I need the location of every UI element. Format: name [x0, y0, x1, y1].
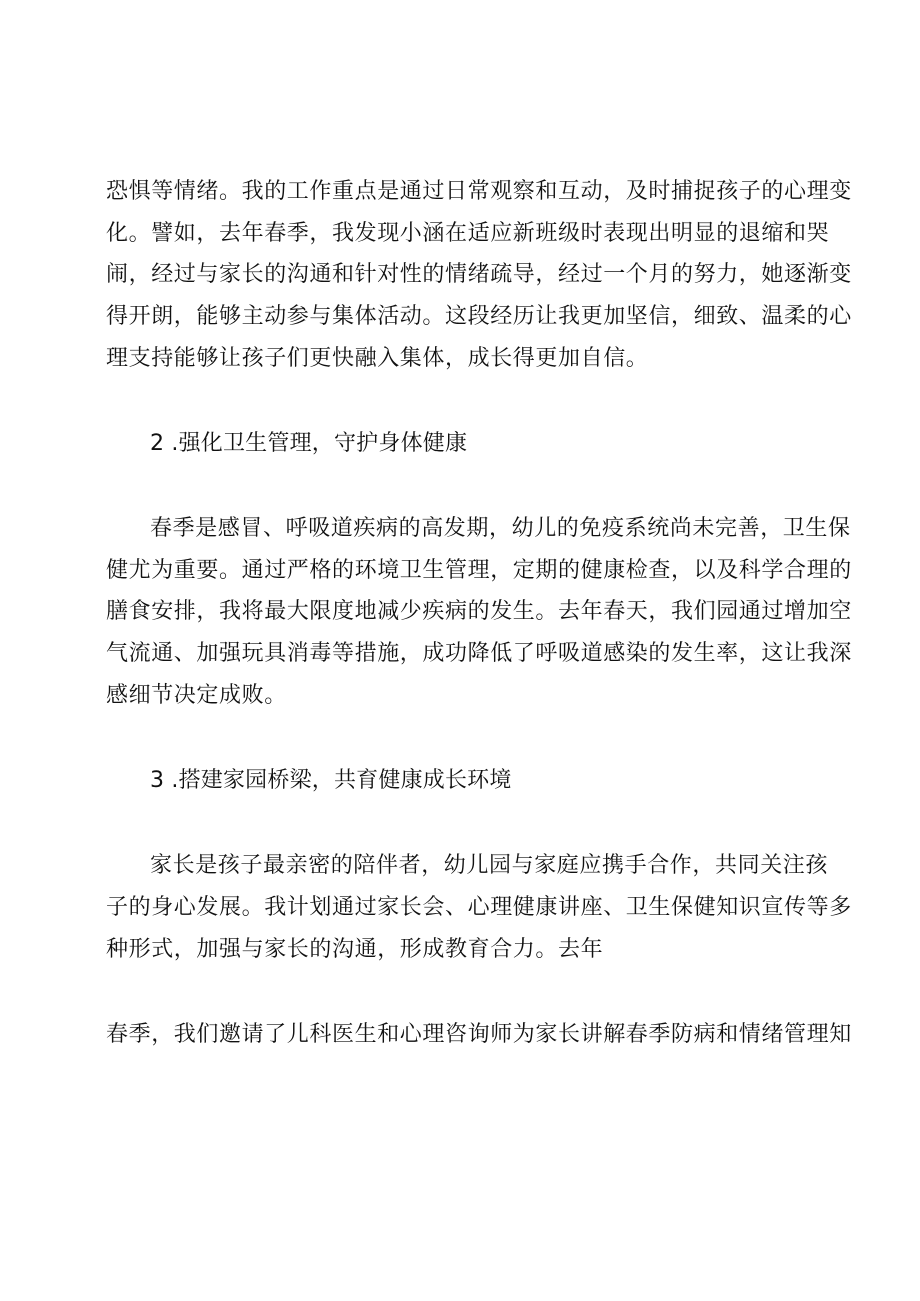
section-heading-2: 2 .强化卫生管理，守护身体健康 [150, 431, 468, 456]
paragraph-2-line-4: 气流通、加强玩具消毒等措施，成功降低了呼吸道感染的发生率，这让我深 [106, 641, 852, 666]
section-heading-3: 3 .搭建家园桥梁，共育健康成长环境 [150, 768, 512, 793]
paragraph-4-line-1: 春季，我们邀请了儿科医生和心理咨询师为家长讲解春季防病和情绪管理知 [106, 1022, 852, 1047]
paragraph-3-line-2: 子的身心发展。我计划通过家长会、心理健康讲座、卫生保健知识宣传等多 [106, 895, 852, 920]
paragraph-1-line-2: 化。譬如，去年春季，我发现小涵在适应新班级时表现出明显的退缩和哭 [106, 221, 830, 246]
paragraph-2-line-3: 膳食安排，我将最大限度地减少疾病的发生。去年春天，我们园通过增加空 [106, 599, 852, 624]
paragraph-3-line-3: 种形式，加强与家长的沟通，形成教育合力。去年 [106, 937, 604, 962]
paragraph-1-line-4: 得开朗，能够主动参与集体活动。这段经历让我更加坚信，细致、温柔的心 [106, 304, 852, 329]
paragraph-1-line-1: 恐惧等情绪。我的工作重点是通过日常观察和互动，及时捕捉孩子的心理变 [106, 179, 852, 204]
paragraph-1-line-3: 闹，经过与家长的沟通和针对性的情绪疏导，经过一个月的努力，她逐渐变 [106, 262, 852, 287]
paragraph-2-line-1: 春季是感冒、呼吸道疾病的高发期，幼儿的免疫系统尚未完善，卫生保 [150, 516, 851, 541]
paragraph-1-line-5: 理支持能够让孩子们更快融入集体，成长得更加自信。 [106, 346, 649, 371]
paragraph-2-line-2: 健尤为重要。通过严格的环境卫生管理，定期的健康检查，以及科学合理的 [106, 558, 852, 583]
paragraph-2-line-5: 感细节决定成败。 [106, 683, 287, 708]
paragraph-3-line-1: 家长是孩子最亲密的陪伴者，幼儿园与家庭应携手合作，共同关注孩 [150, 853, 829, 878]
